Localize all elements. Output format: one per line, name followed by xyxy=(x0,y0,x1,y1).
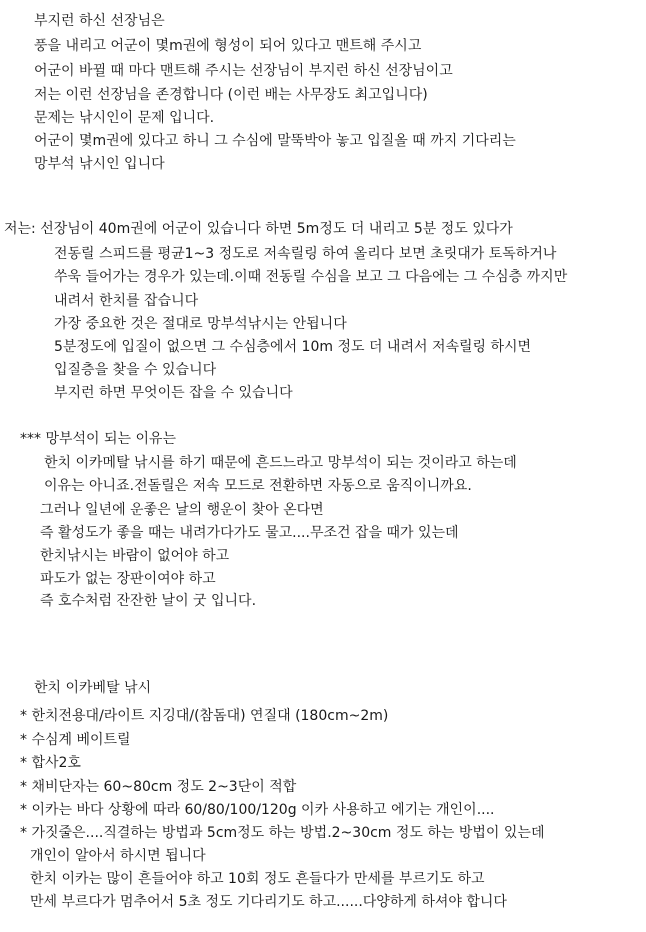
text-line: 만세 부르다가 멈추어서 5초 정도 기다리기도 하고......다양하게 하셔야 합니다 xyxy=(30,894,507,910)
list-item: * 한치전용대/라이트 지깅대/(참돔대) 연질대 (180cm~2m) xyxy=(20,708,389,724)
list-item: * 수심계 베이트릴 xyxy=(20,732,131,748)
text-line: 이유는 아니죠.전돌릴은 저속 모드로 전환하면 자동으로 움직이니까요. xyxy=(44,478,472,494)
list-item: * 이카는 바다 상황에 따라 60/80/100/120g 이카 사용하고 에기는 개인이.... xyxy=(20,802,495,818)
text-line: 파도가 없는 장판이여야 하고 xyxy=(40,571,216,587)
text-line: 즉 호수처럼 잔잔한 날이 굿 입니다. xyxy=(40,593,257,609)
list-item: * 합사2호 xyxy=(20,755,81,771)
text-line: 어군이 바뀔 때 마다 맨트해 주시는 선장님이 부지런 하신 선장님이고 xyxy=(34,63,453,79)
text-line: 개인이 알아서 하시면 됩니다 xyxy=(30,848,206,864)
text-line: 망부석 낚시인 입니다 xyxy=(34,156,165,172)
text-line: 전동릴 스피드를 평균1~3 정도로 저속릴링 하여 올리다 보면 초릿대가 토독하거나 xyxy=(54,246,557,262)
text-line: 5분정도에 입질이 없으면 그 수심층에서 10m 정도 더 내려서 저속릴링 하시면 xyxy=(54,339,532,355)
text-line: *** 망부석이 되는 이유는 xyxy=(20,431,177,447)
text-line: 부지런 하신 선장님은 xyxy=(34,13,165,29)
list-item: * 가짓줄은....직결하는 방법과 5cm정도 하는 방법.2~30cm 정도 하는 방법이 있는데 xyxy=(20,825,545,841)
section-title: 한치 이카베탈 낚시 xyxy=(34,680,152,696)
text-line: 저는 이런 선장님을 존경합니다 (이런 배는 사무장도 최고입니다) xyxy=(34,87,428,103)
text-line: 한치 이카메탈 낚시를 하기 때문에 흔드느라고 망부석이 되는 것이라고 하는데 xyxy=(44,455,517,471)
text-line: 입질층을 찾을 수 있습니다 xyxy=(54,362,217,378)
list-item: * 채비단자는 60~80cm 정도 2~3단이 적합 xyxy=(20,779,297,795)
text-line: 즉 활성도가 좋을 때는 내려가다가도 물고....무조건 잡을 때가 있는데 xyxy=(40,525,459,541)
text-line: 가장 중요한 것은 절대로 망부석낚시는 안됩니다 xyxy=(54,316,347,332)
text-line: 내려서 한치를 잡습니다 xyxy=(54,293,199,309)
text-line: 한치낚시는 바람이 없어야 하고 xyxy=(40,548,230,564)
text-line: 저는: 선장님이 40m권에 어군이 있습니다 하면 5m정도 더 내리고 5분 정도 있다가 xyxy=(4,221,513,237)
text-line: 부지런 하면 무엇이든 잡을 수 있습니다 xyxy=(54,385,293,401)
text-line: 문제는 낚시인이 문제 입니다. xyxy=(34,110,215,126)
text-line: 어군이 몇m권에 있다고 하니 그 수심에 말뚝박아 놓고 입질올 때 까지 기다리는 xyxy=(34,133,516,149)
text-line: 쑤욱 들어가는 경우가 있는데.이때 전동릴 수심을 보고 그 다음에는 그 수심층 까지만 xyxy=(54,269,568,285)
text-line: 그러나 일년에 운좋은 날의 행운이 찾아 온다면 xyxy=(40,502,324,518)
text-line: 한치 이카는 많이 흔들어야 하고 10회 정도 흔들다가 만세를 부르기도 하고 xyxy=(30,871,485,887)
text-line: 풍을 내리고 어군이 몇m권에 형성이 되어 있다고 맨트해 주시고 xyxy=(34,38,422,54)
